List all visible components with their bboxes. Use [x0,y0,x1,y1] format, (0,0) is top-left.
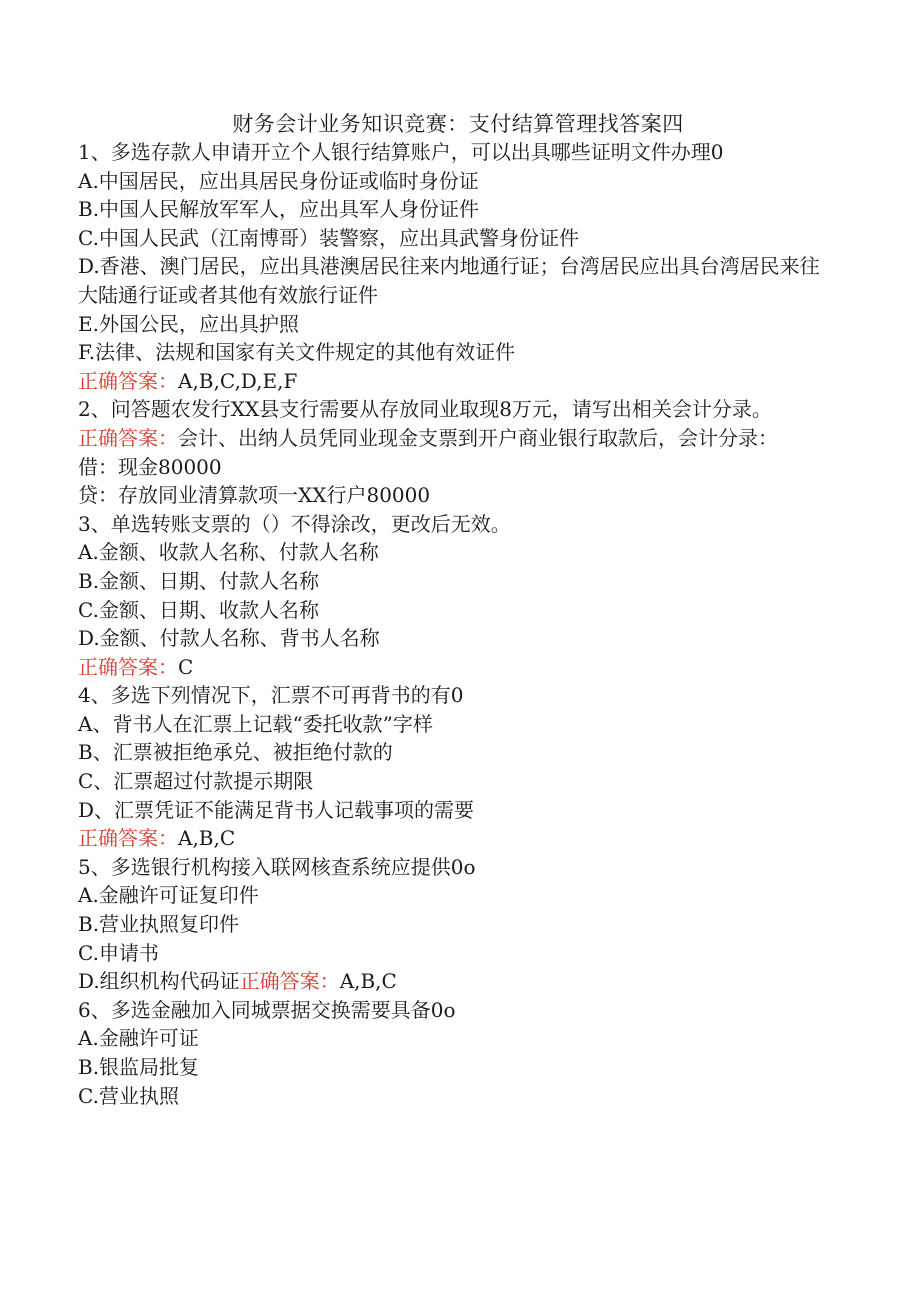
question-5-option-c: C.申请书 [78,940,159,965]
question-4-option-b: B、汇票被拒绝承兑、被拒绝付款的 [78,740,393,765]
question-1-option-c: C.中国人民武（江南博哥）装警察，应出具武警身份证件 [78,225,579,250]
question-3-stem: 3、单选转账支票的（）不得涂改，更改后无效。 [78,511,511,536]
question-1-option-e: E.外国公民，应出具护照 [78,311,299,336]
question-1-option-a: A.中国居民，应出具居民身份证或临时身份证 [78,168,479,193]
question-5-option-d: D.组织机构代码证 [78,969,240,994]
question-2-credit-line: 贷：存放同业清算款项一XX行户80000 [78,483,431,508]
question-4-stem: 4、多选下列情况下，汇票不可再背书的有0 [78,683,464,708]
answer-label: 正确答案： [78,826,178,851]
question-6-option-c: C.营业执照 [78,1083,179,1108]
question-6-stem: 6、多选金融加入同城票据交换需要具备0o [78,997,456,1022]
question-4-option-c: C、汇票超过付款提示期限 [78,769,314,794]
question-5-stem: 5、多选银行机构接入联网核查系统应提供0o [78,854,476,879]
question-1-answer [78,367,838,396]
answer-value: A,B,C [339,969,397,994]
question-2-answer [78,424,838,453]
question-4-option-d: D、汇票凭证不能满足背书人记载事项的需要 [78,797,475,822]
answer-value: A,B,C [178,826,236,851]
answer-value: 会计、出纳人员凭同业现金支票到开户商业银行取款后，会计分录： [178,425,778,450]
question-1-option-f: F.法律、法规和国家有关文件规定的其他有效证件 [78,340,516,365]
question-3-option-d: D.金额、付款人名称、背书人名称 [78,626,380,651]
question-1-option-d: D.香港、澳门居民，应出具港澳居民往来内地通行证；台湾居民应出具台湾居民来往大陆通行证或者其他有效旅行证件 [78,254,820,307]
document-title: 财务会计业务知识竞赛：支付结算管理找答案四 [232,112,684,136]
question-6-option-b: B.银监局批复 [78,1055,200,1079]
question-5-option-d-with-answer [78,967,838,996]
answer-value: C [178,654,194,679]
answer-value: A,B,C,D,E,F [178,368,298,393]
question-3-answer [78,653,838,682]
question-5-option-a: A.金融许可证复印件 [78,883,259,908]
answer-label: 正确答案： [78,425,178,450]
question-3-option-a: A.金额、收款人名称、付款人名称 [78,540,379,565]
question-4-answer [78,824,838,853]
question-2-debit-line: 借：现金80000 [78,454,222,479]
question-1-option-b: B.中国人民解放军军人，应出具军人身份证件 [78,197,480,222]
question-2-stem: 2、问答题农发行XX县支行需要从存放同业取现8万元，请写出相关会计分录。 [78,397,772,422]
question-1-stem: 1、多选存款人申请开立个人银行结算账户，可以出具哪些证明文件办理0 [78,140,724,164]
answer-label: 正确答案： [78,368,178,393]
question-6-option-a: A.金融许可证 [78,1026,199,1051]
answer-label: 正确答案： [239,969,340,994]
document-page [78,110,838,1110]
question-3-option-c: C.金额、日期、收款人名称 [78,597,319,622]
question-3-option-b: B.金额、日期、付款人名称 [78,568,320,593]
question-5-option-b: B.营业执照复印件 [78,912,240,937]
answer-label: 正确答案： [78,654,178,679]
question-4-option-a: A、背书人在汇票上记载“委托收款”字样 [78,711,433,736]
